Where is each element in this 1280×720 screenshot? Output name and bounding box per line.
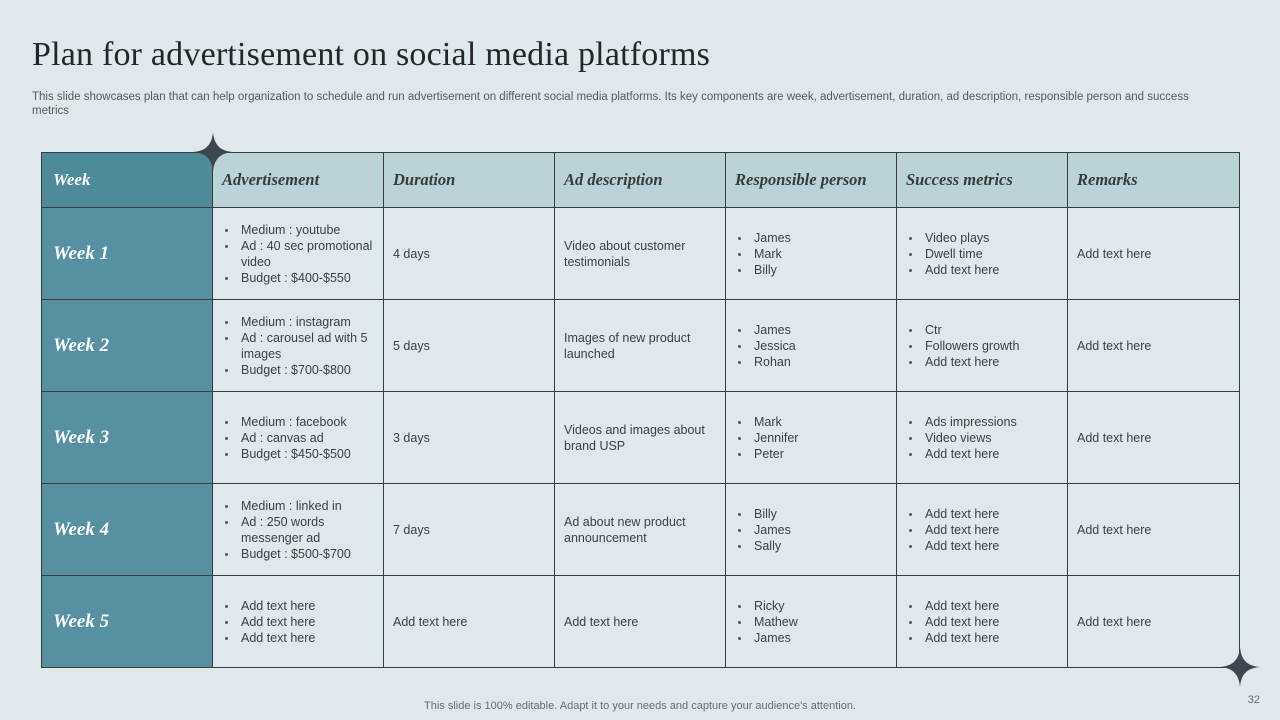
metric-item: Add text here [906, 506, 1058, 522]
sparkle-star-icon [193, 132, 233, 172]
advertisement-item: Budget : $500-$700 [222, 546, 374, 562]
advertisement-item-list [222, 314, 374, 378]
advertisement-item: Budget : $450-$500 [222, 446, 374, 462]
table-body [42, 208, 1240, 668]
person-item: James [735, 522, 887, 538]
metric-item: Followers growth [906, 338, 1058, 354]
week-label: Week 4 [42, 484, 213, 576]
person-item-list [735, 230, 887, 278]
advertisement-cell [213, 484, 384, 576]
person-item-list [735, 322, 887, 370]
week-label: Week 2 [42, 300, 213, 392]
header-advertisement: Advertisement [213, 153, 384, 208]
table-row [42, 208, 1240, 300]
success-metrics-cell [897, 208, 1068, 300]
metric-item: Add text here [906, 538, 1058, 554]
advertisement-item: Add text here [222, 598, 374, 614]
person-item: Mark [735, 414, 887, 430]
ad-description-cell: Ad about new product announcement [555, 484, 726, 576]
week-label: Week 3 [42, 392, 213, 484]
header-ad-description: Ad description [555, 153, 726, 208]
responsible-person-cell [726, 300, 897, 392]
success-metrics-cell [897, 300, 1068, 392]
advertisement-item: Add text here [222, 630, 374, 646]
success-metrics-cell [897, 576, 1068, 668]
person-item: Billy [735, 262, 887, 278]
header-week: Week [42, 153, 213, 208]
person-item: James [735, 230, 887, 246]
metric-item-list [906, 230, 1058, 278]
success-metrics-cell [897, 484, 1068, 576]
metric-item: Video plays [906, 230, 1058, 246]
advertisement-cell [213, 208, 384, 300]
slide-title: Plan for advertisement on social media platforms [32, 36, 711, 73]
metric-item: Add text here [906, 630, 1058, 646]
person-item: Ricky [735, 598, 887, 614]
remarks-cell: Add text here [1068, 576, 1240, 668]
page-number: 32 [1247, 694, 1260, 706]
advertisement-item: Ad : carousel ad with 5 images [222, 330, 374, 362]
table-row [42, 484, 1240, 576]
advertisement-item: Ad : canvas ad [222, 430, 374, 446]
metric-item: Video views [906, 430, 1058, 446]
person-item-list [735, 598, 887, 646]
remarks-cell: Add text here [1068, 484, 1240, 576]
duration-cell: 5 days [384, 300, 555, 392]
advertisement-item: Medium : facebook [222, 414, 374, 430]
success-metrics-cell [897, 392, 1068, 484]
table-row [42, 300, 1240, 392]
person-item: Billy [735, 506, 887, 522]
advertisement-cell [213, 392, 384, 484]
advertisement-item: Medium : youtube [222, 222, 374, 238]
advertisement-cell [213, 576, 384, 668]
advertisement-item: Medium : linked in [222, 498, 374, 514]
person-item: Sally [735, 538, 887, 554]
metric-item: Add text here [906, 354, 1058, 370]
advertisement-item-list [222, 498, 374, 562]
metric-item: Add text here [906, 446, 1058, 462]
metric-item-list [906, 506, 1058, 554]
person-item: Peter [735, 446, 887, 462]
person-item: Mark [735, 246, 887, 262]
metric-item: Ads impressions [906, 414, 1058, 430]
metric-item-list [906, 322, 1058, 370]
advertisement-item-list [222, 414, 374, 462]
header-duration: Duration [384, 153, 555, 208]
table-row [42, 392, 1240, 484]
metric-item: Add text here [906, 598, 1058, 614]
advertisement-item-list [222, 598, 374, 646]
remarks-cell: Add text here [1068, 208, 1240, 300]
footer-note: This slide is 100% editable. Adapt it to your needs and capture your audience's attention. [424, 700, 856, 712]
header-success-metrics: Success metrics [897, 153, 1068, 208]
duration-cell: Add text here [384, 576, 555, 668]
metric-item: Ctr [906, 322, 1058, 338]
advertisement-item-list [222, 222, 374, 286]
metric-item-list [906, 598, 1058, 646]
advertisement-item: Budget : $400-$550 [222, 270, 374, 286]
metric-item: Dwell time [906, 246, 1058, 262]
person-item: Rohan [735, 354, 887, 370]
advertisement-cell [213, 300, 384, 392]
responsible-person-cell [726, 576, 897, 668]
person-item-list [735, 506, 887, 554]
advertisement-item: Add text here [222, 614, 374, 630]
metric-item-list [906, 414, 1058, 462]
remarks-cell: Add text here [1068, 392, 1240, 484]
week-label: Week 1 [42, 208, 213, 300]
week-label: Week 5 [42, 576, 213, 668]
metric-item: Add text here [906, 262, 1058, 278]
person-item: James [735, 630, 887, 646]
person-item-list [735, 414, 887, 462]
responsible-person-cell [726, 392, 897, 484]
sparkle-star-icon [1220, 647, 1260, 687]
advertisement-item: Medium : instagram [222, 314, 374, 330]
advertisement-plan-table [41, 152, 1240, 668]
header-remarks: Remarks [1068, 153, 1240, 208]
header-responsible-person: Responsible person [726, 153, 897, 208]
remarks-cell: Add text here [1068, 300, 1240, 392]
ad-description-cell: Images of new product launched [555, 300, 726, 392]
responsible-person-cell [726, 484, 897, 576]
advertisement-item: Ad : 250 words messenger ad [222, 514, 374, 546]
ad-description-cell: Video about customer testimonials [555, 208, 726, 300]
advertisement-item: Ad : 40 sec promotional video [222, 238, 374, 270]
responsible-person-cell [726, 208, 897, 300]
person-item: Mathew [735, 614, 887, 630]
advertisement-item: Budget : $700-$800 [222, 362, 374, 378]
metric-item: Add text here [906, 522, 1058, 538]
person-item: Jessica [735, 338, 887, 354]
table-row [42, 576, 1240, 668]
slide-subtitle: This slide showcases plan that can help organization to schedule and run advertisement on different social media platforms. Its key components are week, advertisement, duration, ad description, responsible person and success metrics [32, 91, 1189, 117]
ad-description-cell: Videos and images about brand USP [555, 392, 726, 484]
person-item: Jennifer [735, 430, 887, 446]
duration-cell: 3 days [384, 392, 555, 484]
metric-item: Add text here [906, 614, 1058, 630]
duration-cell: 4 days [384, 208, 555, 300]
duration-cell: 7 days [384, 484, 555, 576]
person-item: James [735, 322, 887, 338]
ad-description-cell: Add text here [555, 576, 726, 668]
